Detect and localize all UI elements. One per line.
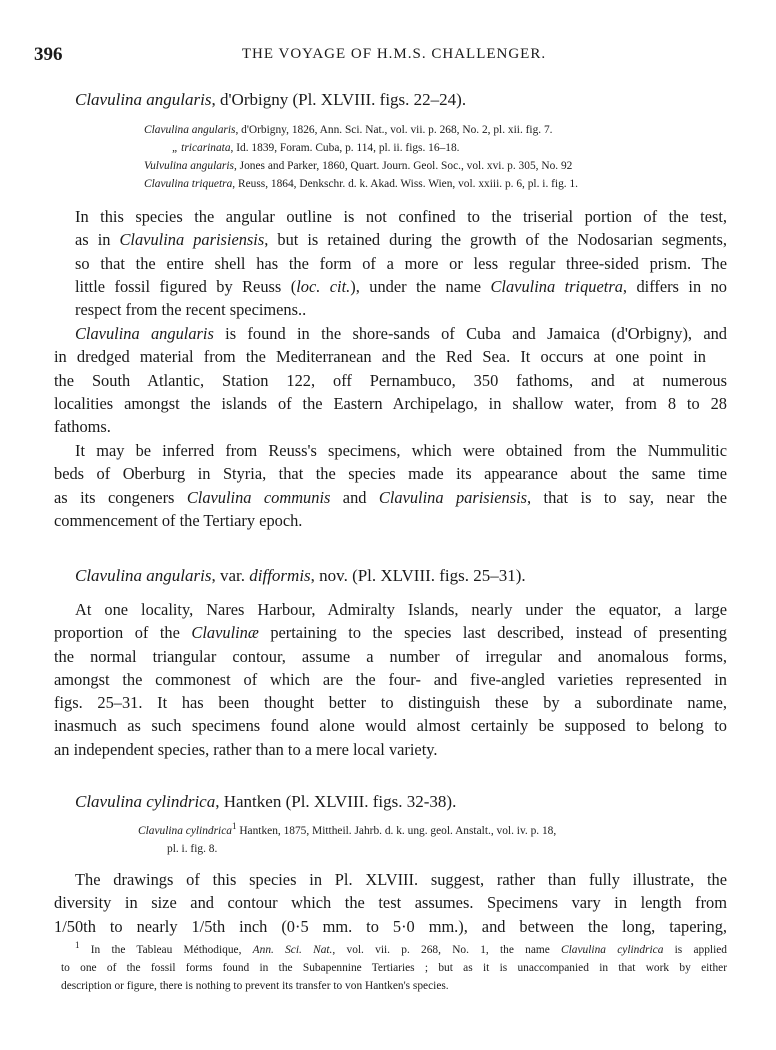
- variety-name: difformis: [249, 566, 311, 585]
- footnote-marker: 1: [231, 821, 237, 832]
- synonym-name: Vulvulina angularis: [144, 160, 234, 172]
- text-line: so that the entire shell has the form of a more or less regular three-sided prism. The: [75, 253, 727, 273]
- page-header: [34, 44, 754, 68]
- text-line: At one locality, Nares Harbour, Admiralty Islands, nearly under the equator, a large: [75, 600, 727, 619]
- text-line: description or figure, there is nothing to prevent its transfer to von Hantken's species.: [61, 980, 449, 992]
- text-line: 1/50th to nearly 1/5th inch (0·5 mm. to 5·0 mm.), and between the long, tapering,: [54, 916, 727, 936]
- species-heading-angularis: [75, 90, 466, 110]
- paragraph: [54, 868, 727, 938]
- synonym-name: Clavulina angularis: [144, 124, 236, 136]
- text-line: diversity in size and contour which the test assumes. Specimens vary in length from: [54, 893, 727, 913]
- footnote: $^1$ In the Tableau Méthodique, Ann. Sci. Nat., vol. vii. p. 268, No. 1, the name Clavulina cylindrica is applied to one of the fossil forms found in the Subapennine Tertiaries ; but as it is unaccompanied in that work by either description or figure, there is nothing to prevent its transfer to von Hantken's species.: [61, 940, 728, 992]
- paragraph: It may be inferred from Reuss's specimens, which were obtained from the Nummulitic beds of Oberburg in Styria, that the species made its appearance about the same time as its congeners Clavulina communis and Clavulina parisiensis, that is to say, near the commencement of the Tertiary epoch.: [54, 441, 727, 530]
- synonymy-entry: [144, 121, 553, 139]
- heading-citation: , d'Orbigny (Pl. XLVIII. figs. 22–24).: [211, 90, 467, 109]
- footnote-marker: 1: [75, 940, 80, 951]
- synonym-name: „ tricarinata: [172, 142, 231, 154]
- text-line: beds of Oberburg in Styria, that the species made its appearance about the same time: [54, 464, 727, 484]
- text-line: the South Atlantic, Station 122, off Pernambuco, 350 fathoms, and at numerous: [54, 370, 727, 390]
- synonymy-entry-cont: pl. i. fig. 8.: [167, 843, 218, 855]
- heading-citation: , Hantken (Pl. XLVIII. figs. 32-38).: [215, 792, 457, 811]
- species-heading-difformis: Clavulina angularis, var. difformis, nov. (Pl. XLVIII. figs. 25–31).: [75, 566, 526, 585]
- text-line: to one of the fossil forms found in the Subapennine Tertiaries ; but as it is unaccompanied in that work by either: [61, 962, 727, 974]
- taxon-name: Clavulina parisiensis: [119, 230, 265, 250]
- synonymy-entry: [144, 157, 572, 175]
- paragraph: At one locality, Nares Harbour, Admiralty Islands, nearly under the equator, a large proportion of the Clavulinæ pertaining to the species last described, instead of presenting the normal triangular contour, assume a number of irregular and anomalous forms, amongst the commonest of which are the four- and five-angled varieties represented in figs. 25–31. It has been thought better to distinguish these by a subordinate name, inasmuch as such specimens found alone would almost certainly be supposed to belong to an independent species, rather than to a mere local variety.: [54, 600, 728, 759]
- synonym-name: Clavulina triquetra: [144, 178, 233, 190]
- synonym-ref: , d'Orbigny, 1826, Ann. Sci. Nat., vol. vii. p. 268, No. 2, pl. xii. fig. 7.: [235, 124, 553, 136]
- synonymy-entry: [138, 822, 556, 840]
- species-heading-cylindrica: [75, 792, 456, 812]
- synonym-name: Clavulina cylindrica: [138, 825, 232, 837]
- taxon-name: Clavulinæ: [191, 623, 259, 643]
- text-line: localities amongst the islands of the Eastern Archipelago, in shallow water, from 8 to 28: [54, 393, 727, 413]
- taxon-name: Clavulina parisiensis: [378, 487, 528, 507]
- text-line: The drawings of this species in Pl. XLVIII. suggest, rather than fully illustrate, the: [75, 870, 727, 889]
- taxon-name: Clavulina angularis: [75, 324, 214, 343]
- text-line: In this species the angular outline is not confined to the triserial portion of the test,: [75, 207, 727, 226]
- species-name: Clavulina angularis: [75, 90, 212, 109]
- taxon-name: Clavulina communis: [186, 487, 331, 507]
- species-name: Clavulina angularis: [75, 566, 212, 585]
- text-line: It may be inferred from Reuss's specimens, which were obtained from the Nummulitic: [75, 441, 727, 460]
- text-line: amongst the commonest of which are the four- and five-angled varieties represented in: [54, 669, 727, 689]
- running-title: THE VOYAGE OF H.M.S. CHALLENGER.: [241, 46, 547, 62]
- synonym-ref: , Jones and Parker, 1860, Quart. Journ. Geol. Soc., vol. xvi. p. 305, No. 92: [233, 160, 573, 172]
- species-name: Clavulina cylindrica: [75, 792, 216, 811]
- text-line: fathoms.: [54, 417, 111, 437]
- text-line: in dredged material from the Mediterranean and the Red Sea. It occurs at one point in: [54, 347, 706, 367]
- paragraph: Clavulina angularis is found in the shore-sands of Cuba and Jamaica (d'Orbigny), and in dredged material from the Mediterranean and the Red Sea. It occurs at one point in the South Atlantic, Station 122, off Pernambuco, 350 fathoms, and at numerous localities amongst the islands of the Eastern Archipelago, in shallow water, from 8 to 28 fathoms.: [54, 324, 727, 437]
- page-number: 396: [34, 44, 63, 65]
- taxon-name: Clavulina cylindrica: [561, 944, 664, 956]
- taxon-name: Clavulina triquetra: [490, 276, 623, 296]
- text-line: the normal triangular contour, assume a number of irregular and anomalous forms,: [54, 646, 727, 666]
- text-line: inasmuch as such specimens found alone would almost certainly be supposed to belong to: [54, 716, 727, 736]
- text-line: respect from the recent specimens..: [75, 300, 307, 320]
- text-line: figs. 25–31. It has been thought better to distinguish these by a subordinate name,: [54, 693, 727, 713]
- synonym-ref: Hantken, 1875, Mittheil. Jahrb. d. k. ung. geol. Anstalt., vol. iv. p. 18,: [236, 825, 557, 837]
- synonym-ref: , Id. 1839, Foram. Cuba, p. 114, pl. ii. figs. 16–18.: [230, 142, 460, 154]
- synonymy-entry: [144, 175, 578, 193]
- text-line: commencement of the Tertiary epoch.: [54, 510, 303, 530]
- text-line: an independent species, rather than to a mere local variety.: [54, 739, 438, 759]
- heading-citation: , nov. (Pl. XLVIII. figs. 25–31).: [310, 566, 526, 585]
- synonym-ref: , Reuss, 1864, Denkschr. d. k. Akad. Wiss. Wien, vol. xxiii. p. 6, pl. i. fig. 1.: [232, 178, 579, 190]
- synonymy-entry: [172, 139, 460, 157]
- paragraph: In this species the angular outline is not confined to the triserial portion of the test, as in Clavulina parisiensis, but is retained during the growth of the Nodosarian segments, so that the entire shell has the form of a more or less regular three-sided prism. The little fossil figured by Reuss (loc. cit.), under the name Clavulina triquetra, differs in no respect from the recent specimens..: [75, 207, 727, 320]
